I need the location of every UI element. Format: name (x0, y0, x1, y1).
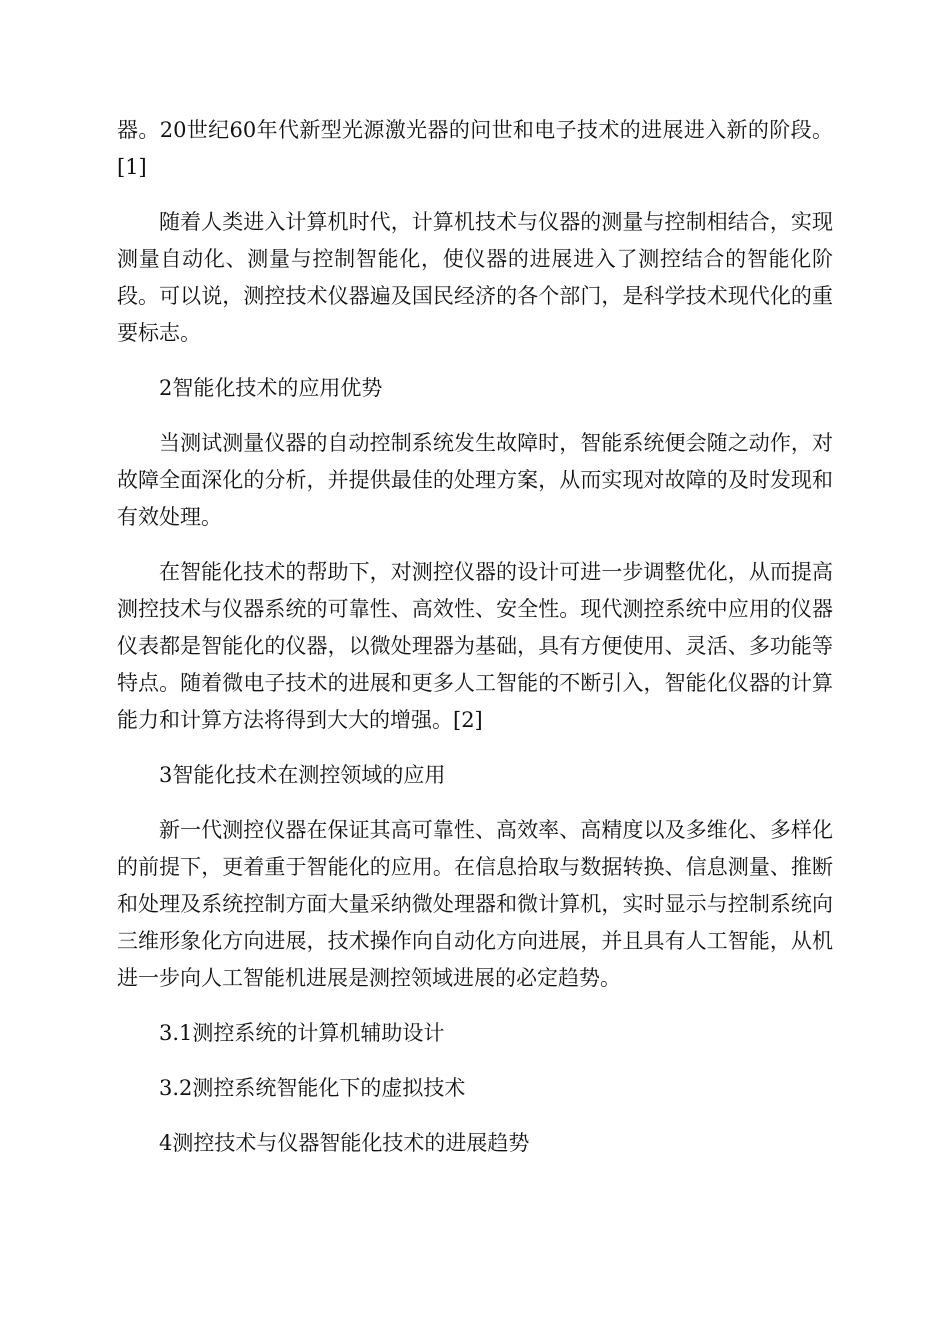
paragraph-continued-intro: 器。20世纪60年代新型光源激光器的问世和电子技术的进展进入新的阶段。[1] (117, 118, 833, 179)
section-heading-2: 2智能化技术的应用优势 (159, 376, 383, 400)
paragraph-new-generation: 新一代测控仪器在保证其高可靠性、高效率、高精度以及多维化、多样化的前提下，更着重于智能化的应用。在信息拾取与数据转换、信息测量、推断和处理及系统控制方面大量采纳微处理器和微计算机，实时显示与控制系统向三维形象化方向进展，技术操作向自动化方向进展，并且具有人工智能，从机进一步向人工智能机进展是测控领域进展的必定趋势。 (117, 818, 833, 990)
paragraph-design-optimization: 在智能化技术的帮助下，对测控仪器的设计可进一步调整优化，从而提高测控技术与仪器系统的可靠性、高效性、安全性。现代测控系统中应用的仪器仪表都是智能化的仪器，以微处理器为基础，具有方便使用、灵活、多功能等特点。随着微电子技术的进展和更多人工智能的不断引入，智能化仪器的计算能力和计算方法将得到大大的增强。[2] (117, 560, 833, 732)
paragraph-computer-era: 随着人类进入计算机时代，计算机技术与仪器的测量与控制相结合，实现测量自动化、测量与控制智能化，使仪器的进展进入了测控结合的智能化阶段。可以说，测控技术仪器遍及国民经济的各个部门，是科学技术现代化的重要标志。 (117, 210, 833, 345)
section-heading-3: 3智能化技术在测控领域的应用 (159, 763, 446, 787)
section-heading-4: 4测控技术与仪器智能化技术的进展趋势 (159, 1131, 530, 1155)
document-body (117, 112, 833, 1180)
paragraph-fault-handling: 当测试测量仪器的自动控制系统发生故障时，智能系统便会随之动作，对故障全面深化的分析，并提供最佳的处理方案，从而实现对故障的及时发现和有效处理。 (117, 431, 833, 529)
section-heading-3-2: 3.2测控系统智能化下的虚拟技术 (159, 1076, 466, 1100)
section-heading-3-1: 3.1测控系统的计算机辅助设计 (159, 1021, 445, 1045)
